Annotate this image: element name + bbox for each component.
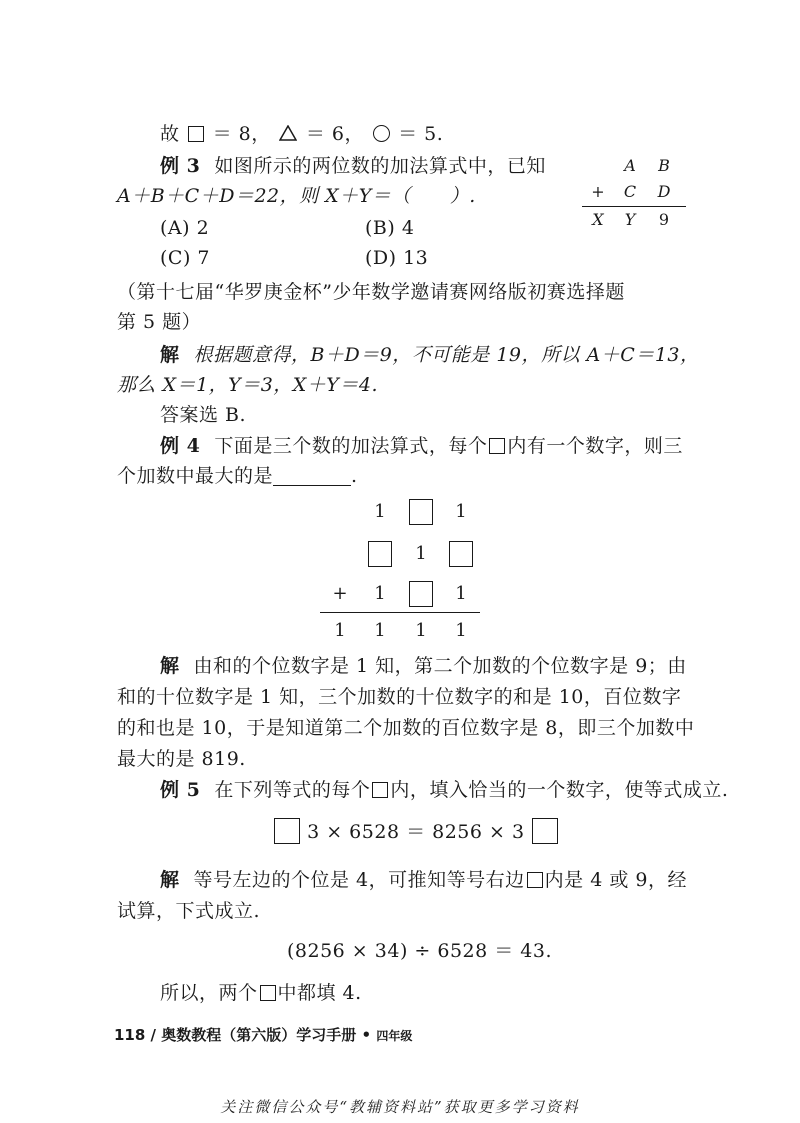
example5-solution-line1: 解 等号左边的个位是 4，可推知等号右边 内是 4 或 9，经 (160, 869, 687, 891)
square-symbol-icon (527, 872, 543, 888)
example5-header: 例 5 (160, 779, 201, 801)
digit-B: B (658, 156, 670, 175)
example4-solution-line3: 的和也是 10，于是知道第二个加数的百位数字是 8，即三个加数中 (117, 717, 695, 739)
triangle-symbol-icon (279, 125, 297, 141)
solution-label: 解 (160, 344, 180, 366)
digit-Y: Y (624, 210, 636, 229)
example5-conclusion: 所以，两个 中都填 4. (160, 982, 362, 1004)
example4-solution-line4: 最大的是 819. (117, 748, 246, 770)
digit: 1 (374, 501, 386, 522)
example3-option-b: (B) 4 (365, 217, 415, 239)
plus-sign: + (332, 583, 348, 604)
grade-label: 四年级 (376, 1029, 413, 1043)
example5-line1: 例 5 在下列等式的每个 内，填入恰当的一个数字，使等式成立. (160, 779, 729, 801)
circle-symbol-icon (373, 125, 390, 142)
square-symbol-icon (489, 438, 505, 454)
example3-source-line2: 第 5 题） (117, 311, 202, 333)
digit: 1 (455, 583, 467, 604)
digit-box (532, 818, 558, 844)
digit-C: C (623, 182, 637, 201)
example5-equation: 3 × 6528 ＝ 8256 × 3 (274, 818, 558, 846)
example4-line1: 例 4 下面是三个数的加法算式，每个 内有一个数字，则三 (160, 435, 683, 457)
watermark-text: 关注微信公众号“教辅资料站”获取更多学习资料 (220, 1098, 580, 1116)
book-title: 奥数教程（第六版）学习手册 (161, 1026, 357, 1044)
digit-A: A (624, 156, 636, 175)
example4-solution-line2: 和的十位数字是 1 知，三个加数的十位数字的和是 10，百位数字 (117, 686, 682, 708)
digit-box (449, 541, 473, 567)
digit: 1 (374, 620, 386, 641)
example4-line2: 个加数中最大的是 . (117, 465, 358, 487)
footer-dot: • (361, 1026, 372, 1044)
digit: 1 (415, 620, 427, 641)
example3-answer: 答案选 B. (160, 404, 247, 426)
solution-label: 解 (160, 655, 180, 677)
digit-box (409, 581, 433, 607)
example3-solution-line2: 那么 X＝1，Y＝3，X＋Y＝4. (117, 374, 378, 396)
square-symbol-icon (260, 985, 276, 1001)
example5-equation2: (8256 × 34) ÷ 6528 ＝ 43. (287, 940, 553, 962)
digit: 1 (334, 620, 346, 641)
digit-box (409, 499, 433, 525)
digit-9: 9 (658, 210, 670, 229)
digit-box (274, 818, 300, 844)
example4-solution-line1: 解 由和的个位数字是 1 知，第二个加数的个位数字是 9；由 (160, 655, 687, 677)
digit: 1 (455, 620, 467, 641)
example3-option-c: (C) 7 (160, 247, 210, 269)
example5-solution-line2: 试算，下式成立. (117, 900, 261, 922)
example3-source-line1: （第十七届“华罗庚金杯”少年数学邀请赛网络版初赛选择题 (117, 281, 625, 303)
square-symbol-icon (372, 782, 388, 798)
sum-rule (320, 612, 480, 613)
example3-header: 例 3 (160, 155, 201, 177)
example3-option-d: (D) 13 (365, 247, 429, 269)
page-number: 118 (114, 1026, 146, 1044)
square-symbol-icon (188, 126, 204, 142)
plus-sign: + (591, 182, 605, 201)
digit-X: X (592, 210, 604, 229)
page-footer (114, 1024, 412, 1045)
digit: 1 (415, 543, 427, 564)
digit: 1 (374, 583, 386, 604)
footer-separator: / (150, 1026, 157, 1044)
intro-line: 故 ＝ 8， ＝ 6， ＝ 5. (160, 123, 444, 145)
example3-line2: A＋B＋C＋D＝22，则 X＋Y＝（ ）. (117, 185, 476, 207)
digit-box (368, 541, 392, 567)
example4-header: 例 4 (160, 435, 201, 457)
answer-blank (273, 465, 351, 486)
solution-label: 解 (160, 869, 180, 891)
sum-rule (582, 206, 686, 207)
digit-D: D (657, 182, 671, 201)
example3-option-a: (A) 2 (160, 217, 210, 239)
example3-solution-line1: 解 根据题意得，B＋D＝9，不可能是 19，所以 A＋C＝13， (160, 344, 700, 366)
digit: 1 (455, 501, 467, 522)
example3-line1: 例 3 如图所示的两位数的加法算式中，已知 (160, 155, 546, 177)
